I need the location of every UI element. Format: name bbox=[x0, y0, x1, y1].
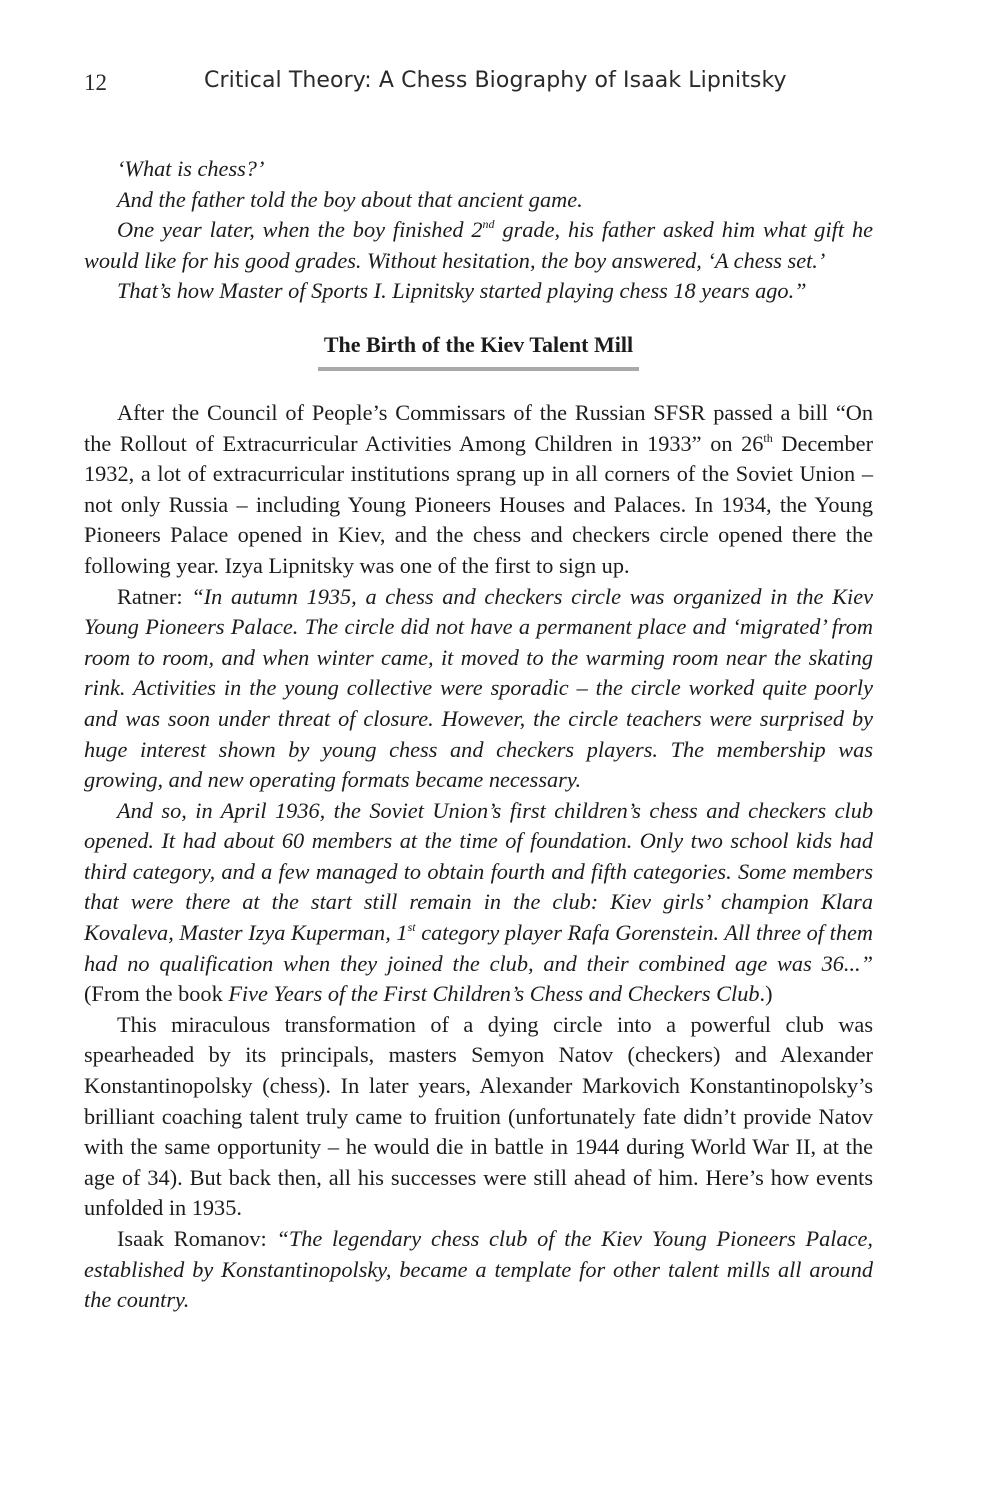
page-number: 12 bbox=[84, 70, 107, 95]
dialogue-line: That’s how Master of Sports I. Lipnitsky started playing chess 18 years ago.” bbox=[117, 278, 807, 304]
page-body bbox=[84, 154, 873, 1316]
dialogue-line: And the father told the boy about that ancient game. bbox=[117, 186, 583, 212]
quote-text: “The legendary chess club of the Kiev Young Pioneers Palace, established by Konstantinopolsky, became a template for other talent mills all around the country. bbox=[84, 1226, 874, 1313]
dialogue-paragraph: One year later, when the boy finished 2nd grade, his father asked him what gift he would like for his good grades. Without hesitation, the boy answered, ‘A chess set.’ bbox=[84, 217, 873, 273]
dialogue-line: ‘What is chess?’ bbox=[117, 156, 265, 181]
quote-paragraph: And so, in April 1936, the Soviet Union’s first children’s chess and checkers club opened. It had about 60 members at the time of foundation. Only two school kids had third category, and a few managed to obtain fourth and fifth categories. Some members that were there at the start still remain in the club: Kiev girls’ champion Klara Kovaleva, Master Izya Kuperman, 1st category player Rafa Gorenstein. All three of them had no qualification when they joined the club, and their combined age was 36...” (From the book Five Years of the First Children’s Chess and Checkers Club.) bbox=[84, 797, 873, 1007]
book-title: Five Years of the First Children’s Chess and Checkers Club bbox=[228, 981, 760, 1007]
running-title: Critical Theory: A Chess Biography of Isaak Lipnitsky bbox=[204, 68, 787, 93]
quote-paragraph bbox=[84, 1224, 873, 1316]
section-heading: The Birth of the Kiev Talent Mill bbox=[318, 330, 639, 371]
section-heading-wrap bbox=[84, 330, 873, 371]
quote-text: “In autumn 1935, a chess and checkers circle was organized in the Kiev Young Pioneers Palace. The circle did not have a permanent place and ‘migrated’ from room to room, and when winter came, it moved to the warming room near the skating rink. Activities in the young collective were sporadic – the circle worked quite poorly and was soon under threat of closure. However, the circle teachers were surprised by huge interest shown by young chess and checkers players. The membership was growing, and new operating formats became necessary. bbox=[84, 583, 873, 793]
speaker: Ratner: bbox=[117, 583, 192, 609]
body-paragraph: This miraculous transformation of a dying circle into a powerful club was spearheaded by its principals, masters Semyon Natov (checkers) and Alexander Konstantinopolsky (chess). In later years, Alexander Markovich Konstantinopolsky’s brilliant coaching talent truly came to fruition (unfortunately fate didn’t provide Natov with the same opportunity – he would die in battle in 1944 during World War II, at the age of 34). But back then, all his successes were still ahead of him. Here’s how events unfolded in 1935. bbox=[84, 1011, 873, 1221]
speaker: Isaak Romanov: bbox=[117, 1226, 277, 1251]
quote-paragraph bbox=[84, 582, 873, 796]
body-paragraph: After the Council of People’s Commissars of the Russian SFSR passed a bill “On the Rollout of Extracurricular Activities Among Children in 1933” on 26th December 1932, a lot of extracurricular institutions sprang up in all corners of the Soviet Union – not only Russia – including Young Pioneers Houses and Palaces. In 1934, the Young Pioneers Palace opened in Kiev, and the chess and checkers circle opened there the following year. Izya Lipnitsky was one of the first to sign up. bbox=[84, 399, 873, 578]
